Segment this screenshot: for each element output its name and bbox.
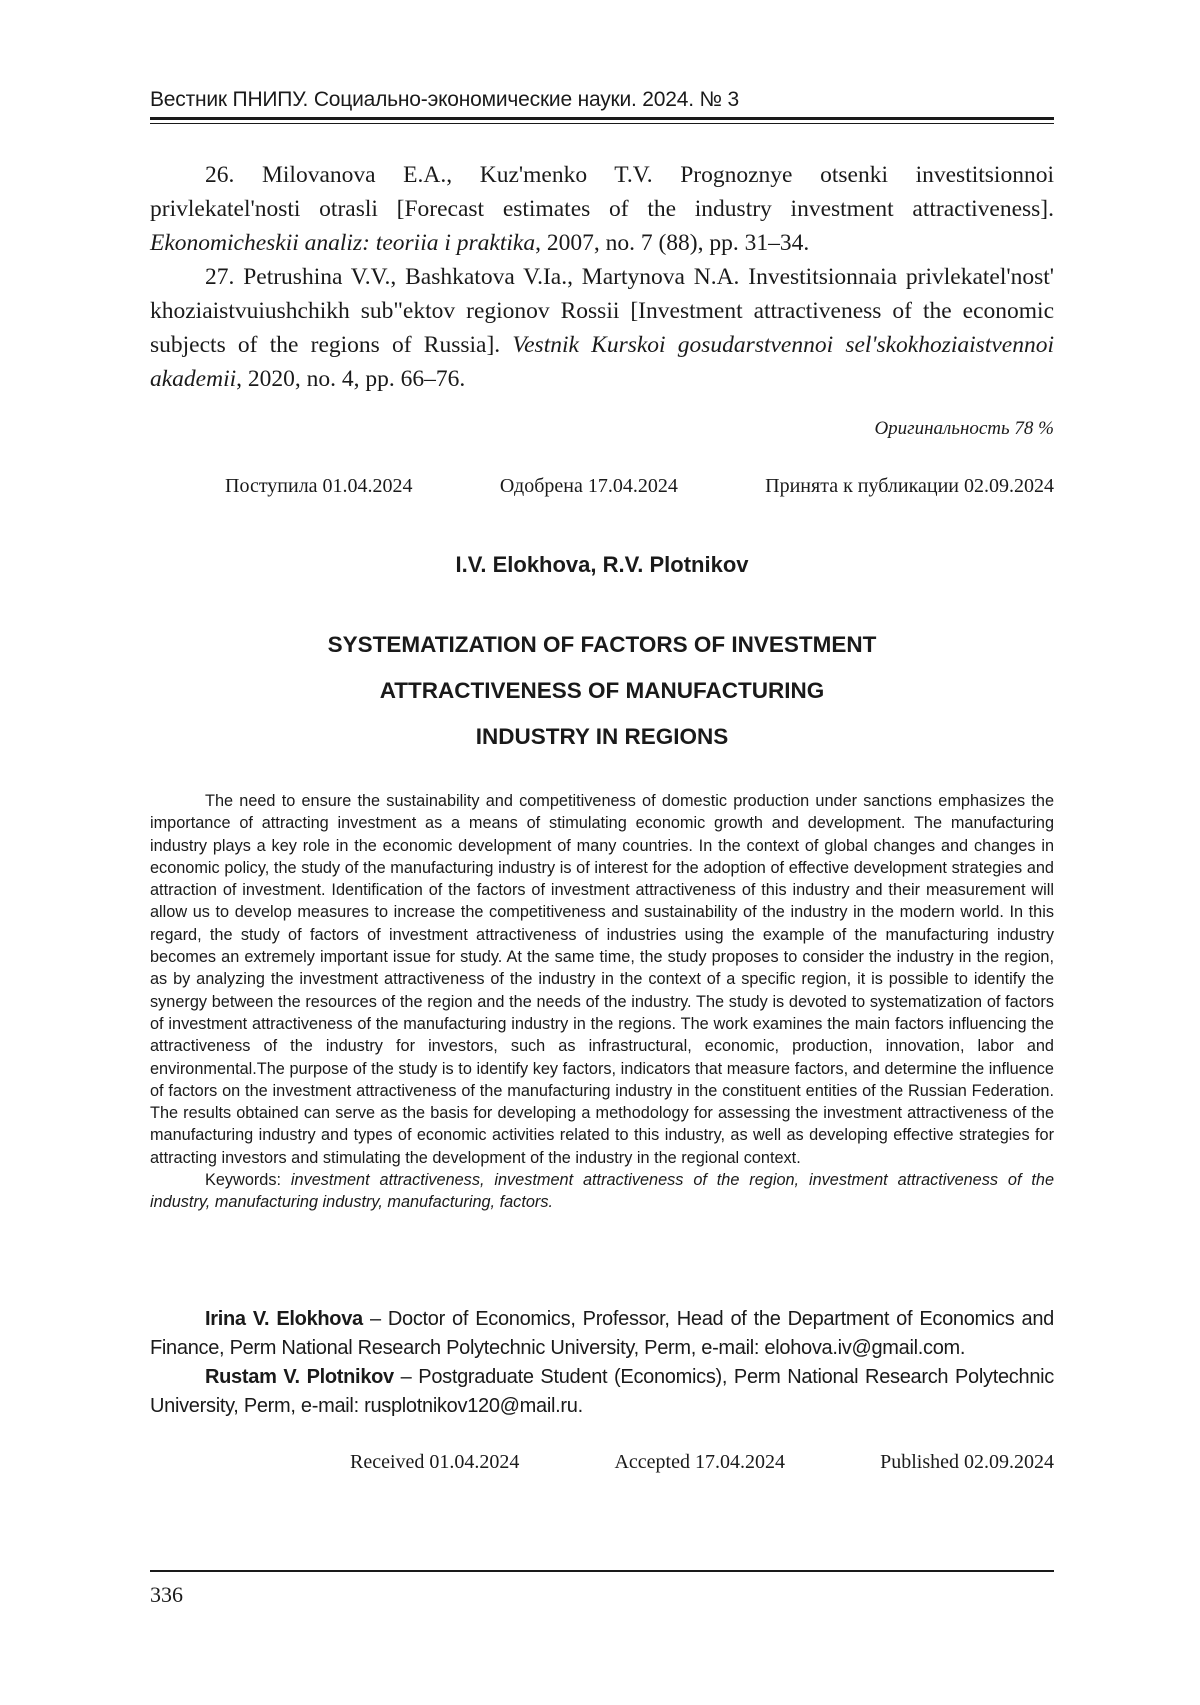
page-number: 336 <box>150 1582 183 1608</box>
date-received-ru: Поступила 01.04.2024 <box>225 475 413 498</box>
abstract-text: The need to ensure the sustainability and competitiveness of domestic production under sanctions emphasizes the importance of attracting investment as a means of stimulating economic growth and development. The manufacturing industry plays a key role in the economic development of many countries. In the context of global changes and changes in economic policy, the study of the manufacturing industry is of interest for the adoption of effective development strategies and attraction of investment. Identification of the factors of investment attractiveness of this industry and their measurement will allow us to develop measures to increase the competitiveness and sustainability of the industry in the modern world. In this regard, the study of factors of investment attractiveness of industries using the example of the manufacturing industry becomes an extremely important issue for study. At the same time, the study proposes to consider the industry in the region, as by analyzing the investment attractiveness of the industry in the context of a specific region, it is possible to identify the synergy between the resources of the region and the needs of the industry. The study is devoted to systematization of factors of investment attractiveness of the manufacturing industry in the regions. The work examines the main factors influencing the attractiveness of the industry for investors, such as infrastructural, economic, production, innovation, labor and environmental.The purpose of the study is to identify key factors, indicators that measure factors, and determine the influence of factors on the investment attractiveness of the manufacturing industry in the constituent entities of the Russian Federation. The results obtained can serve as the basis for developing a methodology for assessing the investment attractiveness of the manufacturing industry and types of economic activities related to this industry, as well as developing effective strategies for attracting investors and stimulating the development of the industry in the regional context. <box>150 790 1054 1169</box>
reference-source: Vestnik Kurskoi gosudarstvennoi sel'skokhoziaistvennoi akademii <box>150 332 1054 392</box>
author-entry <box>150 1363 1054 1421</box>
date-accepted-en: Accepted 17.04.2024 <box>614 1451 785 1474</box>
article-title <box>150 622 1054 760</box>
author-name: Irina V. Elokhova <box>205 1308 363 1330</box>
keywords <box>150 1169 1054 1214</box>
reference-source: Ekonomicheskii analiz: teoriia i praktika <box>150 230 535 256</box>
header-rule-thin <box>150 123 1054 124</box>
date-approved-ru: Одобрена 17.04.2024 <box>500 475 678 498</box>
title-line: ATTRACTIVENESS OF MANUFACTURING <box>150 668 1054 714</box>
journal-page <box>0 0 1200 1705</box>
abstract <box>150 790 1054 1214</box>
reference-item: 26. Milovanova E.A., Kuz'menko T.V. Prognoznye otsenki investitsionnoi privlekatel'nosti otrasli [Forecast estimates of the industry investment attractiveness]. Ekonomicheskii analiz: teoriia i praktika, 2007, no. 7 (88), pp. 31–34. <box>150 158 1054 260</box>
title-line: INDUSTRY IN REGIONS <box>150 714 1054 760</box>
reference-list <box>150 158 1054 396</box>
keywords-values: investment attractiveness, investment attractiveness of the region, investment attractiveness of the industry, manufacturing industry, manufacturing, factors. <box>150 1171 1054 1211</box>
running-head: Вестник ПНИПУ. Социально-экономические науки. 2024. № 3 <box>150 88 1054 112</box>
dates-english <box>350 1451 1054 1474</box>
originality-note: Оригинальность 78 % <box>150 418 1054 440</box>
dates-russian <box>225 475 1054 498</box>
article-authors: I.V. Elokhova, R.V. Plotnikov <box>150 552 1054 578</box>
author-description: – Postgraduate Student (Economics), Perm National Research Polytechnic University, Perm, e-mail: rusplotnikov120@mail.ru. <box>150 1366 1054 1417</box>
date-published-en: Published 02.09.2024 <box>880 1451 1054 1474</box>
keywords-label: Keywords: <box>205 1171 291 1189</box>
author-info <box>150 1305 1054 1421</box>
author-entry <box>150 1305 1054 1363</box>
header-rule-thick <box>150 117 1054 120</box>
date-accepted-ru: Принята к публикации 02.09.2024 <box>765 475 1054 498</box>
footer-rule <box>150 1570 1054 1572</box>
author-description: – Doctor of Economics, Professor, Head of the Department of Economics and Finance, Perm National Research Polytechnic University, Perm, e-mail: elohova.iv@gmail.com. <box>150 1308 1054 1359</box>
title-line: SYSTEMATIZATION OF FACTORS OF INVESTMENT <box>150 622 1054 668</box>
date-received-en: Received 01.04.2024 <box>350 1451 519 1474</box>
reference-item: 27. Petrushina V.V., Bashkatova V.Ia., Martynova N.A. Investitsionnaia privlekatel'nost' khoziaistvuiushchikh sub"ektov regionov Rossii [Investment attractiveness of the economic subjects of the regions of Russia]. Vestnik Kurskoi gosudarstvennoi sel'skokhoziaistvennoi akademii, 2020, no. 4, pp. 66–76. <box>150 260 1054 396</box>
author-name: Rustam V. Plotnikov <box>205 1366 394 1388</box>
